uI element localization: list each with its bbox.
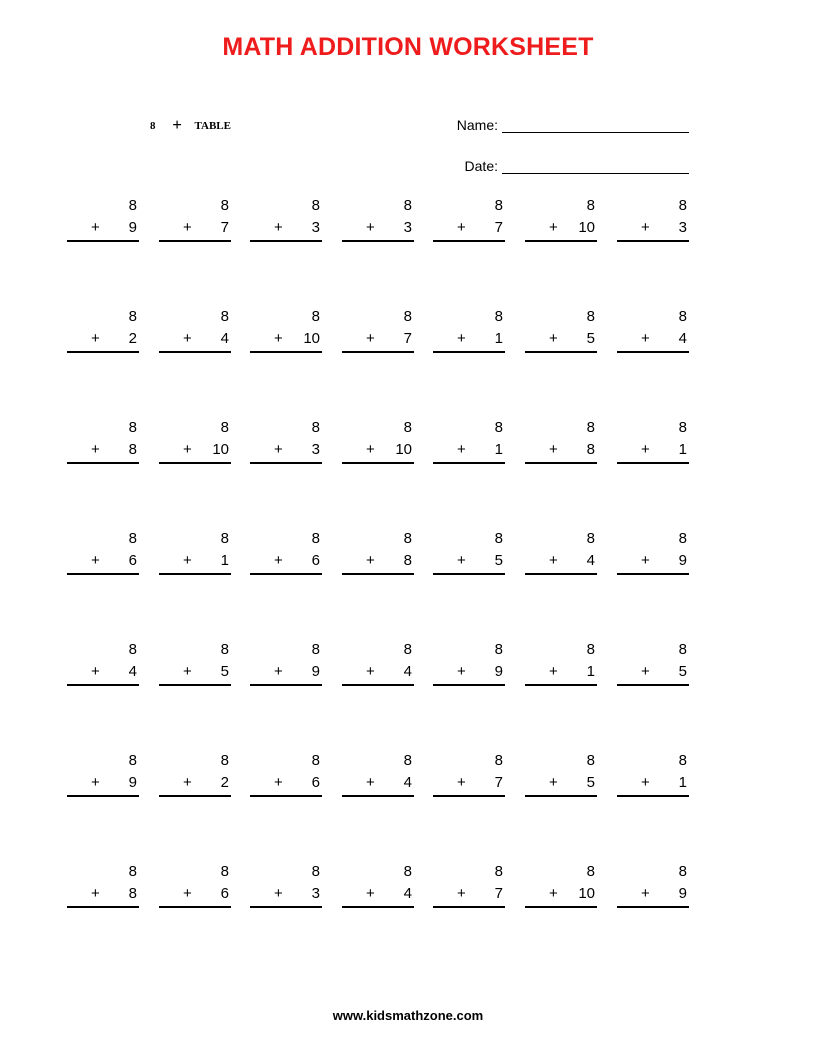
plus-sign: + bbox=[457, 330, 466, 347]
plus-sign: + bbox=[183, 774, 192, 791]
plus-sign: + bbox=[549, 885, 558, 902]
addition-problem bbox=[525, 752, 597, 798]
addition-problem bbox=[525, 530, 597, 576]
problem-bottom-number: 9 bbox=[128, 219, 137, 236]
problem-bottom-number: 4 bbox=[403, 774, 412, 791]
answer-line[interactable] bbox=[525, 351, 597, 353]
plus-sign: + bbox=[91, 885, 100, 902]
problem-bottom-number: 5 bbox=[220, 663, 229, 680]
answer-line[interactable] bbox=[159, 795, 231, 797]
problem-top-number: 8 bbox=[586, 419, 595, 436]
addition-problem bbox=[67, 308, 139, 354]
problem-top-number: 8 bbox=[220, 419, 229, 436]
table-label bbox=[150, 114, 231, 134]
addition-problem bbox=[250, 863, 322, 909]
addition-problem bbox=[159, 752, 231, 798]
answer-line[interactable] bbox=[250, 684, 322, 686]
answer-line[interactable] bbox=[617, 684, 689, 686]
problem-bottom-number: 10 bbox=[578, 885, 595, 902]
addition-problem bbox=[433, 530, 505, 576]
addition-problem bbox=[433, 863, 505, 909]
addition-problem bbox=[617, 419, 689, 465]
problem-bottom-number: 10 bbox=[212, 441, 229, 458]
plus-sign: + bbox=[549, 441, 558, 458]
problem-top-number: 8 bbox=[128, 863, 137, 880]
answer-line[interactable] bbox=[250, 906, 322, 908]
plus-sign: + bbox=[641, 552, 650, 569]
plus-sign: + bbox=[549, 774, 558, 791]
addition-problem bbox=[159, 419, 231, 465]
problem-bottom-number: 3 bbox=[311, 441, 320, 458]
problem-top-number: 8 bbox=[220, 863, 229, 880]
answer-line[interactable] bbox=[433, 351, 505, 353]
problem-bottom-number: 7 bbox=[220, 219, 229, 236]
problem-top-number: 8 bbox=[494, 419, 503, 436]
plus-sign: + bbox=[641, 330, 650, 347]
answer-line[interactable] bbox=[342, 573, 414, 575]
answer-line[interactable] bbox=[617, 573, 689, 575]
answer-line[interactable] bbox=[433, 462, 505, 464]
plus-sign: + bbox=[457, 219, 466, 236]
plus-sign: + bbox=[457, 774, 466, 791]
problem-top-number: 8 bbox=[678, 197, 687, 214]
addition-problem bbox=[250, 419, 322, 465]
addition-problem bbox=[617, 308, 689, 354]
addition-problem bbox=[525, 197, 597, 243]
problem-top-number: 8 bbox=[128, 752, 137, 769]
plus-sign: + bbox=[91, 330, 100, 347]
problem-bottom-number: 3 bbox=[311, 219, 320, 236]
addition-problem bbox=[342, 863, 414, 909]
answer-line[interactable] bbox=[67, 906, 139, 908]
problem-bottom-number: 4 bbox=[586, 552, 595, 569]
addition-problem bbox=[67, 641, 139, 687]
problem-bottom-number: 9 bbox=[311, 663, 320, 680]
addition-problem bbox=[617, 197, 689, 243]
addition-problem bbox=[617, 863, 689, 909]
date-field[interactable] bbox=[502, 157, 689, 174]
problem-bottom-number: 1 bbox=[494, 441, 503, 458]
problem-bottom-number: 9 bbox=[678, 885, 687, 902]
addition-problem bbox=[250, 197, 322, 243]
problem-bottom-number: 10 bbox=[303, 330, 320, 347]
problem-bottom-number: 4 bbox=[220, 330, 229, 347]
answer-line[interactable] bbox=[433, 684, 505, 686]
addition-problem bbox=[433, 308, 505, 354]
addition-problem bbox=[433, 197, 505, 243]
plus-sign: + bbox=[641, 663, 650, 680]
date-label: Date: bbox=[464, 158, 498, 174]
problem-top-number: 8 bbox=[494, 863, 503, 880]
plus-sign: + bbox=[274, 774, 283, 791]
addition-problem bbox=[342, 530, 414, 576]
plus-sign: + bbox=[183, 663, 192, 680]
answer-line[interactable] bbox=[250, 795, 322, 797]
plus-sign: + bbox=[91, 219, 100, 236]
addition-problem bbox=[250, 530, 322, 576]
problem-top-number: 8 bbox=[494, 641, 503, 658]
problem-top-number: 8 bbox=[128, 419, 137, 436]
plus-sign: + bbox=[91, 663, 100, 680]
problem-top-number: 8 bbox=[220, 641, 229, 658]
addition-problem bbox=[67, 863, 139, 909]
answer-line[interactable] bbox=[342, 240, 414, 242]
plus-sign: + bbox=[457, 885, 466, 902]
name-field-row bbox=[440, 116, 689, 133]
problem-bottom-number: 6 bbox=[220, 885, 229, 902]
answer-line[interactable] bbox=[159, 462, 231, 464]
plus-sign: + bbox=[274, 441, 283, 458]
plus-sign: + bbox=[183, 885, 192, 902]
problem-top-number: 8 bbox=[403, 419, 412, 436]
addition-problem bbox=[617, 530, 689, 576]
answer-line[interactable] bbox=[159, 351, 231, 353]
addition-problem bbox=[67, 752, 139, 798]
problem-top-number: 8 bbox=[311, 530, 320, 547]
answer-line[interactable] bbox=[250, 351, 322, 353]
worksheet-title: MATH ADDITION WORKSHEET bbox=[222, 33, 594, 61]
answer-line[interactable] bbox=[433, 795, 505, 797]
problem-top-number: 8 bbox=[678, 530, 687, 547]
problem-bottom-number: 8 bbox=[403, 552, 412, 569]
answer-line[interactable] bbox=[67, 684, 139, 686]
problem-bottom-number: 7 bbox=[494, 885, 503, 902]
answer-line[interactable] bbox=[617, 240, 689, 242]
addition-problem bbox=[342, 419, 414, 465]
plus-sign: + bbox=[274, 219, 283, 236]
name-field[interactable] bbox=[502, 116, 689, 133]
plus-sign: + bbox=[457, 663, 466, 680]
addition-problem bbox=[159, 197, 231, 243]
plus-sign: + bbox=[549, 552, 558, 569]
addition-problem bbox=[433, 419, 505, 465]
problem-bottom-number: 5 bbox=[586, 330, 595, 347]
answer-line[interactable] bbox=[433, 906, 505, 908]
problem-bottom-number: 6 bbox=[128, 552, 137, 569]
addition-problem bbox=[342, 752, 414, 798]
problem-bottom-number: 3 bbox=[311, 885, 320, 902]
answer-line[interactable] bbox=[617, 462, 689, 464]
plus-sign: + bbox=[274, 663, 283, 680]
problem-top-number: 8 bbox=[128, 197, 137, 214]
problem-bottom-number: 7 bbox=[403, 330, 412, 347]
answer-line[interactable] bbox=[525, 240, 597, 242]
date-field-row bbox=[440, 157, 689, 174]
addition-problem bbox=[525, 863, 597, 909]
problem-top-number: 8 bbox=[586, 752, 595, 769]
answer-line[interactable] bbox=[67, 573, 139, 575]
answer-line[interactable] bbox=[250, 240, 322, 242]
problem-top-number: 8 bbox=[586, 530, 595, 547]
footer-url: www.kidsmathzone.com bbox=[332, 1008, 484, 1023]
answer-line[interactable] bbox=[159, 684, 231, 686]
problem-top-number: 8 bbox=[128, 641, 137, 658]
problem-bottom-number: 1 bbox=[678, 441, 687, 458]
plus-sign: + bbox=[366, 330, 375, 347]
problem-grid bbox=[0, 197, 816, 927]
problem-top-number: 8 bbox=[220, 197, 229, 214]
plus-sign: + bbox=[183, 219, 192, 236]
plus-sign: + bbox=[274, 552, 283, 569]
addition-problem bbox=[159, 530, 231, 576]
problem-bottom-number: 8 bbox=[586, 441, 595, 458]
addition-problem bbox=[250, 641, 322, 687]
problem-bottom-number: 5 bbox=[678, 663, 687, 680]
plus-sign: + bbox=[274, 885, 283, 902]
plus-sign: + bbox=[183, 441, 192, 458]
problem-bottom-number: 10 bbox=[578, 219, 595, 236]
answer-line[interactable] bbox=[525, 462, 597, 464]
problem-bottom-number: 4 bbox=[678, 330, 687, 347]
addition-problem bbox=[250, 308, 322, 354]
answer-line[interactable] bbox=[159, 240, 231, 242]
problem-bottom-number: 9 bbox=[128, 774, 137, 791]
plus-sign: + bbox=[641, 219, 650, 236]
answer-line[interactable] bbox=[159, 573, 231, 575]
addition-problem bbox=[525, 419, 597, 465]
problem-bottom-number: 7 bbox=[494, 219, 503, 236]
answer-line[interactable] bbox=[159, 906, 231, 908]
answer-line[interactable] bbox=[617, 351, 689, 353]
addition-problem bbox=[525, 641, 597, 687]
problem-bottom-number: 2 bbox=[128, 330, 137, 347]
problem-top-number: 8 bbox=[494, 530, 503, 547]
plus-sign: + bbox=[549, 330, 558, 347]
answer-line[interactable] bbox=[67, 462, 139, 464]
plus-sign: + bbox=[549, 219, 558, 236]
problem-top-number: 8 bbox=[220, 530, 229, 547]
problem-top-number: 8 bbox=[403, 863, 412, 880]
answer-line[interactable] bbox=[342, 684, 414, 686]
problem-top-number: 8 bbox=[678, 641, 687, 658]
problem-top-number: 8 bbox=[311, 419, 320, 436]
problem-top-number: 8 bbox=[311, 308, 320, 325]
problem-bottom-number: 3 bbox=[403, 219, 412, 236]
addition-problem bbox=[342, 308, 414, 354]
answer-line[interactable] bbox=[342, 462, 414, 464]
problem-top-number: 8 bbox=[678, 419, 687, 436]
answer-line[interactable] bbox=[617, 795, 689, 797]
problem-bottom-number: 8 bbox=[128, 441, 137, 458]
problem-bottom-number: 1 bbox=[678, 774, 687, 791]
answer-line[interactable] bbox=[433, 240, 505, 242]
addition-problem bbox=[342, 197, 414, 243]
plus-sign: + bbox=[457, 552, 466, 569]
addition-problem bbox=[250, 752, 322, 798]
problem-top-number: 8 bbox=[678, 752, 687, 769]
answer-line[interactable] bbox=[525, 573, 597, 575]
problem-top-number: 8 bbox=[678, 863, 687, 880]
problem-bottom-number: 9 bbox=[494, 663, 503, 680]
plus-sign: + bbox=[183, 552, 192, 569]
problem-top-number: 8 bbox=[220, 752, 229, 769]
answer-line[interactable] bbox=[525, 684, 597, 686]
problem-top-number: 8 bbox=[586, 641, 595, 658]
table-number: 8 bbox=[150, 120, 156, 132]
problem-top-number: 8 bbox=[220, 308, 229, 325]
problem-top-number: 8 bbox=[403, 197, 412, 214]
table-operator: + bbox=[172, 115, 182, 134]
addition-problem bbox=[159, 641, 231, 687]
plus-sign: + bbox=[366, 885, 375, 902]
problem-top-number: 8 bbox=[586, 863, 595, 880]
plus-sign: + bbox=[183, 330, 192, 347]
problem-bottom-number: 4 bbox=[128, 663, 137, 680]
plus-sign: + bbox=[91, 552, 100, 569]
problem-bottom-number: 9 bbox=[678, 552, 687, 569]
problem-bottom-number: 1 bbox=[220, 552, 229, 569]
plus-sign: + bbox=[366, 441, 375, 458]
answer-line[interactable] bbox=[67, 240, 139, 242]
problem-top-number: 8 bbox=[403, 530, 412, 547]
addition-problem bbox=[67, 197, 139, 243]
problem-bottom-number: 1 bbox=[586, 663, 595, 680]
addition-problem bbox=[159, 308, 231, 354]
plus-sign: + bbox=[366, 774, 375, 791]
answer-line[interactable] bbox=[250, 573, 322, 575]
problem-top-number: 8 bbox=[128, 308, 137, 325]
answer-line[interactable] bbox=[525, 795, 597, 797]
problem-top-number: 8 bbox=[586, 308, 595, 325]
problem-bottom-number: 10 bbox=[395, 441, 412, 458]
plus-sign: + bbox=[549, 663, 558, 680]
problem-bottom-number: 2 bbox=[220, 774, 229, 791]
plus-sign: + bbox=[91, 774, 100, 791]
problem-top-number: 8 bbox=[311, 863, 320, 880]
problem-bottom-number: 8 bbox=[128, 885, 137, 902]
problem-top-number: 8 bbox=[403, 752, 412, 769]
answer-line[interactable] bbox=[67, 795, 139, 797]
plus-sign: + bbox=[641, 885, 650, 902]
addition-problem bbox=[617, 752, 689, 798]
problem-top-number: 8 bbox=[403, 641, 412, 658]
problem-bottom-number: 5 bbox=[494, 552, 503, 569]
plus-sign: + bbox=[366, 552, 375, 569]
addition-problem bbox=[159, 863, 231, 909]
answer-line[interactable] bbox=[525, 906, 597, 908]
addition-problem bbox=[617, 641, 689, 687]
problem-top-number: 8 bbox=[311, 752, 320, 769]
problem-top-number: 8 bbox=[586, 197, 595, 214]
answer-line[interactable] bbox=[342, 351, 414, 353]
problem-top-number: 8 bbox=[678, 308, 687, 325]
answer-line[interactable] bbox=[342, 795, 414, 797]
problem-bottom-number: 6 bbox=[311, 774, 320, 791]
problem-top-number: 8 bbox=[311, 641, 320, 658]
answer-line[interactable] bbox=[617, 906, 689, 908]
problem-top-number: 8 bbox=[494, 308, 503, 325]
problem-bottom-number: 3 bbox=[678, 219, 687, 236]
plus-sign: + bbox=[274, 330, 283, 347]
problem-bottom-number: 4 bbox=[403, 663, 412, 680]
problem-bottom-number: 4 bbox=[403, 885, 412, 902]
answer-line[interactable] bbox=[250, 462, 322, 464]
answer-line[interactable] bbox=[433, 573, 505, 575]
plus-sign: + bbox=[366, 663, 375, 680]
problem-top-number: 8 bbox=[311, 197, 320, 214]
plus-sign: + bbox=[457, 441, 466, 458]
addition-problem bbox=[525, 308, 597, 354]
problem-top-number: 8 bbox=[128, 530, 137, 547]
problem-bottom-number: 5 bbox=[586, 774, 595, 791]
addition-problem bbox=[67, 530, 139, 576]
problem-top-number: 8 bbox=[494, 197, 503, 214]
answer-line[interactable] bbox=[342, 906, 414, 908]
plus-sign: + bbox=[641, 774, 650, 791]
problem-top-number: 8 bbox=[494, 752, 503, 769]
addition-problem bbox=[67, 419, 139, 465]
plus-sign: + bbox=[366, 219, 375, 236]
plus-sign: + bbox=[91, 441, 100, 458]
problem-bottom-number: 7 bbox=[494, 774, 503, 791]
addition-problem bbox=[433, 641, 505, 687]
answer-line[interactable] bbox=[67, 351, 139, 353]
addition-problem bbox=[433, 752, 505, 798]
problem-bottom-number: 1 bbox=[494, 330, 503, 347]
name-label: Name: bbox=[456, 117, 498, 133]
problem-top-number: 8 bbox=[403, 308, 412, 325]
problem-bottom-number: 6 bbox=[311, 552, 320, 569]
table-word: TABLE bbox=[194, 120, 231, 132]
plus-sign: + bbox=[641, 441, 650, 458]
addition-problem bbox=[342, 641, 414, 687]
